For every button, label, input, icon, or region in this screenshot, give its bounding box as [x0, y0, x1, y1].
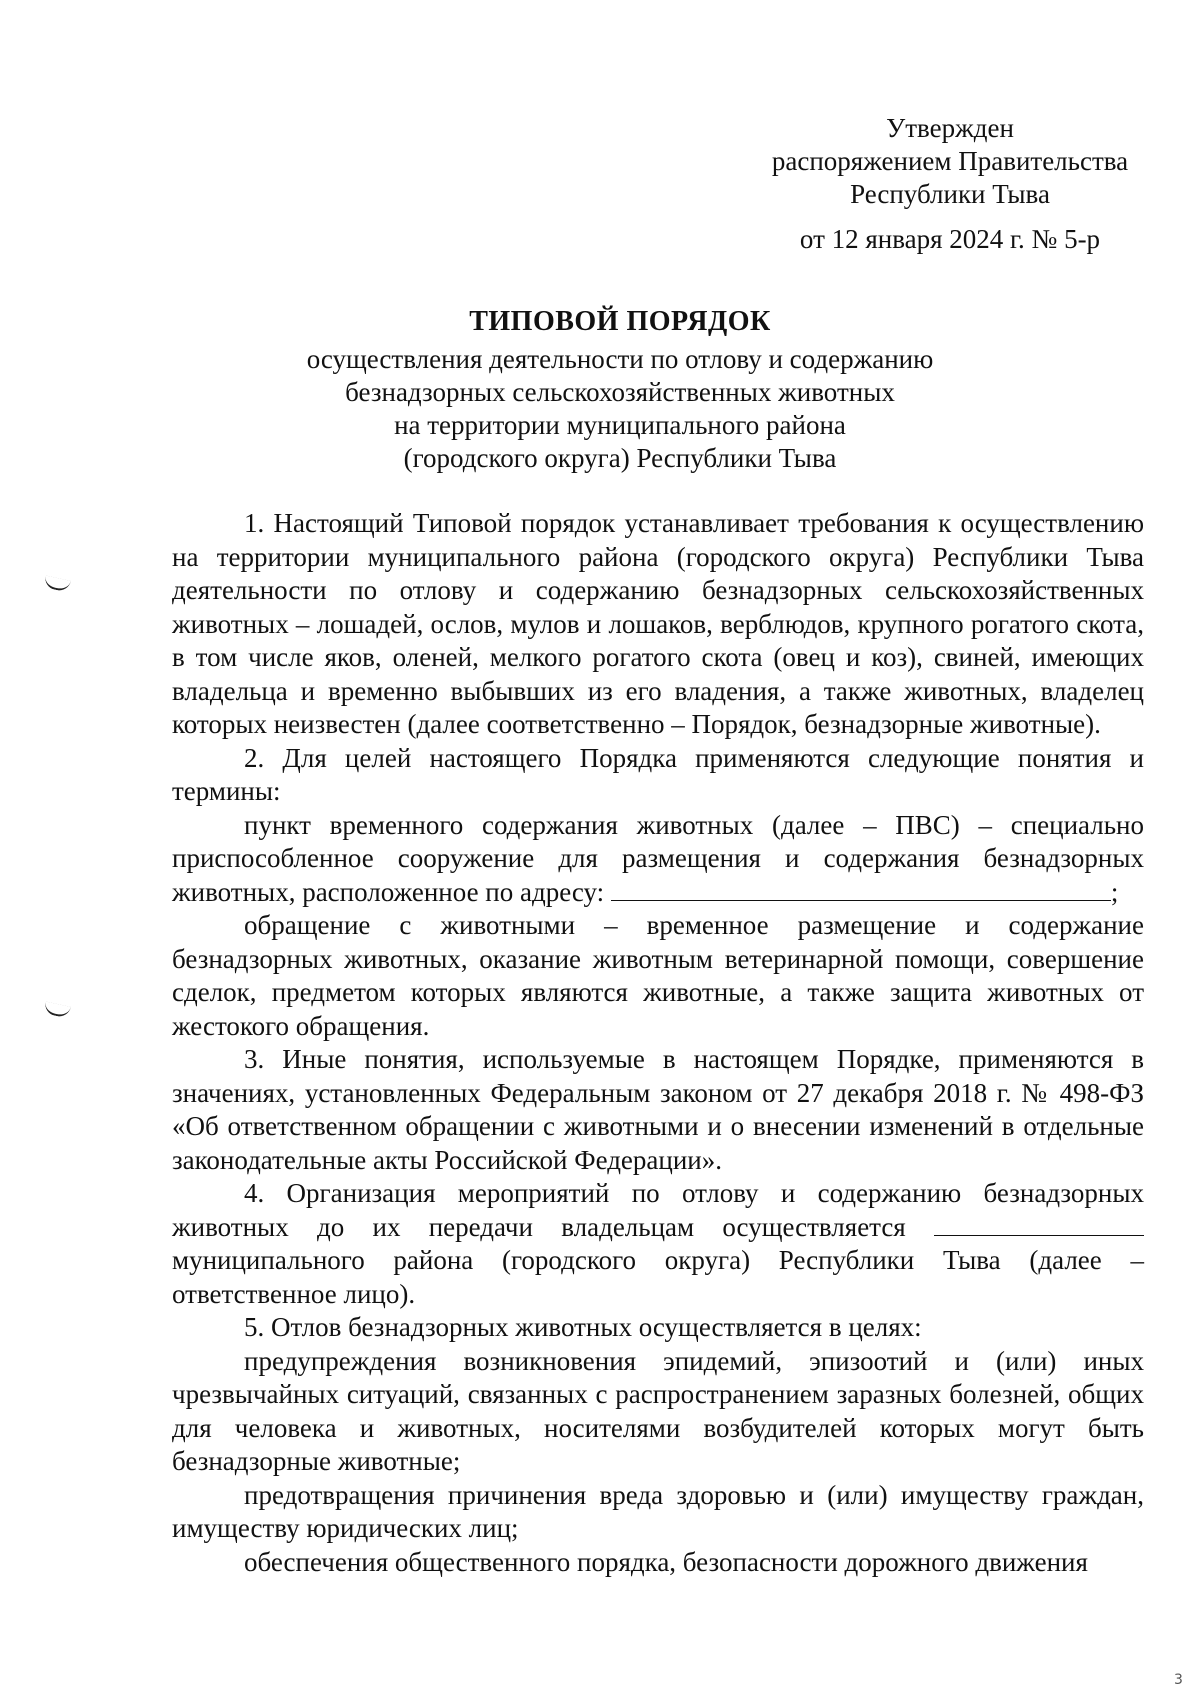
responsible-blank-field — [934, 1213, 1144, 1236]
address-blank-field — [611, 878, 1111, 901]
paragraph-6 — [172, 1177, 1144, 1311]
paragraph-10: обеспечения общественного порядка, безопасности дорожного движения — [244, 1546, 1088, 1577]
margin-scan-mark — [43, 1001, 71, 1018]
document-title-block — [160, 305, 1080, 475]
approval-date: от 12 января 2024 г. № 5-р — [799, 224, 1101, 254]
paragraph-8: предупреждения возникновения эпидемий, эпизоотий и (или) иных чрезвычайных ситуаций, связанных с распространением заразных болезней, общих для человека и животных, носителями возбудителей которых могут быть безнадзорные животные; — [172, 1345, 1144, 1476]
approval-line: Утвержден — [886, 113, 1014, 143]
paragraph-2: 2. Для целей настоящего Порядка применяются следующие понятия и термины: — [172, 742, 1144, 806]
paragraph-9: предотвращения причинения вреда здоровью и (или) имуществу граждан, имуществу юридических лиц; — [172, 1479, 1144, 1543]
approval-line: распоряжением Правительства — [771, 146, 1129, 176]
document-title: ТИПОВОЙ ПОРЯДОК — [469, 306, 771, 337]
paragraph-6-end: муниципального района (городского округа) Республики Тыва (далее – ответственное лицо). — [172, 1245, 1144, 1309]
margin-scan-mark — [43, 575, 71, 592]
subtitle-line: на территории муниципального района — [394, 410, 846, 440]
paragraph-3-text: пункт временного содержания животных (далее – ПВС) – специально приспособленное сооружение для размещения и содержания безнадзорных животных, расположенное по адресу: — [172, 809, 1144, 907]
page-corner-mark: 3 — [1174, 1672, 1183, 1688]
paragraph-6-text: 4. Организация мероприятий по отлову и содержанию безнадзорных животных до их передачи владельцам осуществляется — [172, 1178, 1144, 1242]
paragraph-1: 1. Настоящий Типовой порядок устанавливает требования к осуществлению на территории муниципального района (городского округа) Республики Тыва деятельности по отлову и содержанию безнадзорных сельскохозяйственных животных – лошадей, ослов, мулов и лошаков, верблюдов, крупного рогатого скота, в том числе яков, оленей, мелкого рогатого скота (овец и коз), свиней, имеющих владельца и временно выбывших из его владения, а также животных, владелец которых неизвестен (далее соответственно – Порядок, безнадзорные животные). — [172, 508, 1144, 739]
subtitle-line: осуществления деятельности по отлову и содержанию — [306, 344, 934, 374]
paragraph-7: 5. Отлов безнадзорных животных осуществляется в целях: — [244, 1312, 922, 1342]
approval-stamp — [740, 112, 1160, 256]
paragraph-3 — [172, 809, 1144, 910]
approval-line: Республики Тыва — [850, 179, 1050, 209]
paragraph-5: 3. Иные понятия, используемые в настоящем Порядке, применяются в значениях, установленных Федеральным законом от 27 декабря 2018 г. № 498-ФЗ «Об ответственном обращении с животными и о внесении изменений в отдельные законодательные акты Российской Федерации». — [172, 1044, 1144, 1175]
subtitle-line: безнадзорных сельскохозяйственных животных — [345, 377, 895, 407]
document-subtitle — [160, 343, 1080, 475]
subtitle-line: (городского округа) Республики Тыва — [403, 443, 837, 473]
paragraph-3-end: ; — [1110, 876, 1119, 907]
document-body — [172, 507, 1144, 1579]
paragraph-4: обращение с животными – временное размещение и содержание безнадзорных животных, оказание животным ветеринарной помощи, совершение сделок, предметом которых являются животные, а также защита животных от жестокого обращения. — [172, 910, 1144, 1041]
